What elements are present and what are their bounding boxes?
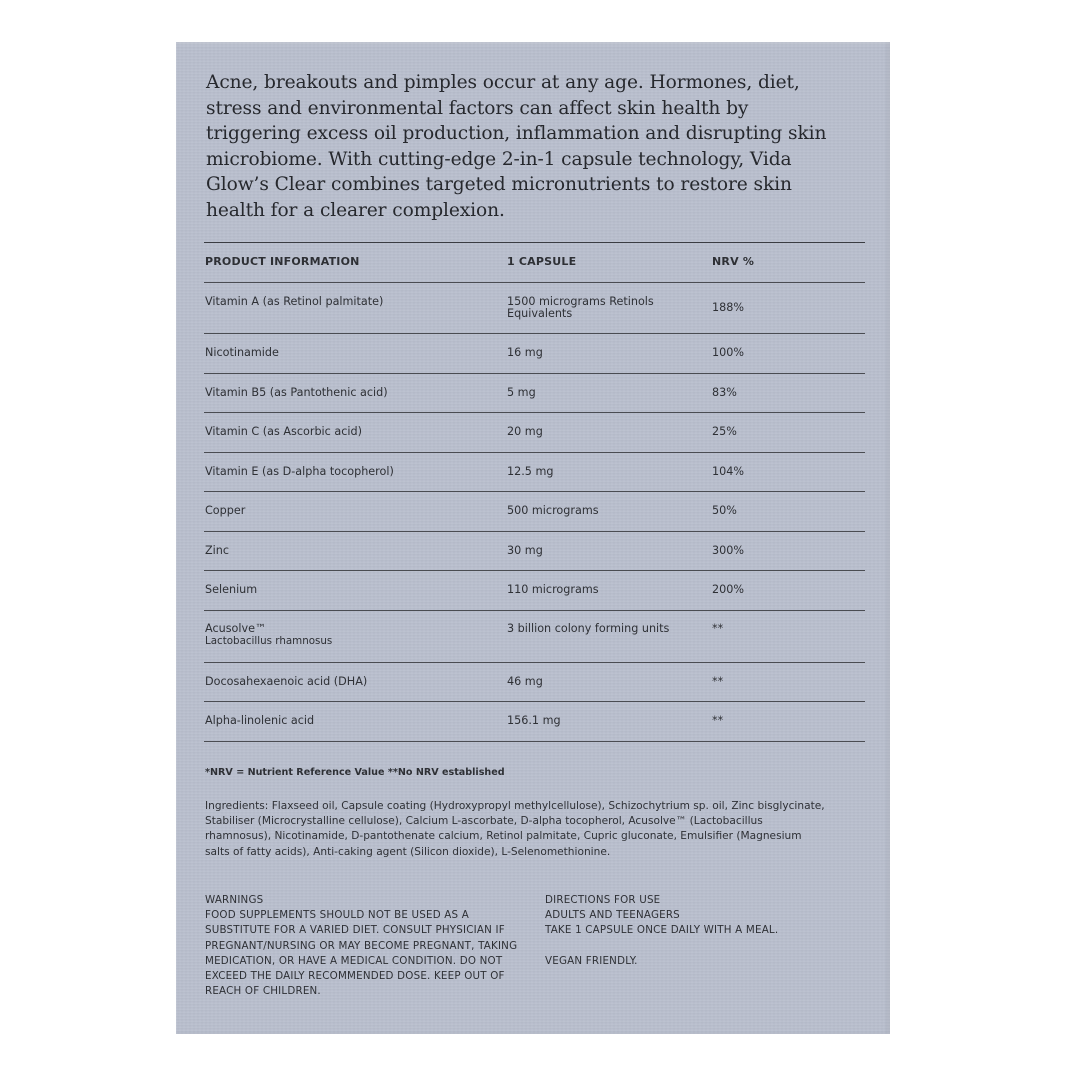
table-row bbox=[204, 374, 865, 414]
directions-audience: ADULTS AND TEENAGERS bbox=[545, 909, 680, 922]
table-row bbox=[204, 532, 865, 572]
nutrient-nrv: ** bbox=[712, 674, 724, 688]
spacer bbox=[545, 939, 865, 954]
nutrition-table bbox=[204, 242, 865, 742]
nutrient-nrv: 188% bbox=[712, 300, 744, 314]
warnings-section bbox=[205, 893, 535, 999]
table-row bbox=[204, 453, 865, 493]
nutrient-amount: 16 mg bbox=[507, 346, 543, 359]
table-row bbox=[204, 492, 865, 532]
nutrient-amount: 156.1 mg bbox=[507, 714, 561, 727]
nutrient-name: Selenium bbox=[205, 583, 258, 596]
nutrient-nrv: ** bbox=[712, 621, 724, 635]
header-nrv: NRV % bbox=[712, 255, 755, 269]
header-product-information: PRODUCT INFORMATION bbox=[205, 255, 360, 269]
nutrient-name: Vitamin C (as Ascorbic acid) bbox=[205, 425, 362, 438]
nutrient-amount: 30 mg bbox=[507, 543, 543, 557]
warnings-text: FOOD SUPPLEMENTS SHOULD NOT BE USED AS A SUBSTITUTE FOR A VARIED DIET. CONSULT PHYSICIAN IF PREGNANT/NURSING OR MAY BECOME PREGNANT, TAKING MEDICATION, OR HAVE A MEDICAL CONDITION. DO NOT EXCEED THE DAILY RECOMMENDED DOSE. KEEP OUT OF REACH OF CHILDREN. bbox=[205, 909, 518, 998]
directions-text: TAKE 1 CAPSULE ONCE DAILY WITH A MEAL. bbox=[545, 924, 779, 937]
directions-title: DIRECTIONS FOR USE bbox=[545, 894, 661, 906]
table-row bbox=[204, 413, 865, 453]
table-row bbox=[204, 571, 865, 611]
nutrient-amount: 1500 micrograms Retinols Equivalents bbox=[507, 294, 654, 320]
nutrient-name: Vitamin A (as Retinol palmitate) bbox=[205, 295, 384, 308]
nutrient-name: Vitamin E (as D-alpha tocopherol) bbox=[205, 464, 394, 478]
nutrient-amount: 3 billion colony forming units bbox=[507, 621, 670, 635]
nutrient-amount: 12.5 mg bbox=[507, 464, 554, 478]
table-row bbox=[204, 702, 865, 742]
product-box-back bbox=[176, 42, 890, 1034]
table-row bbox=[204, 663, 865, 703]
nutrient-name: Copper bbox=[205, 504, 246, 517]
nutrient-name: Docosahexaenoic acid (DHA) bbox=[205, 674, 368, 688]
ingredients-text: Ingredients: Flaxseed oil, Capsule coating (Hydroxypropyl methylcellulose), Schizochytrium sp. oil, Zinc bisglycinate, Stabiliser (Microcrystalline cellulose), Calcium L-ascorbate, D-alpha tocopherol, Acusolve™ (Lactobacillus rhamnosus), Nicotinamide, D-pantothenate calcium, Retinol palmitate, Cupric gluconate, Emulsifier (Magnesium salts of fatty acids), Anti-caking agent (Silicon dioxide), L-Selenomethionine. bbox=[205, 800, 825, 858]
nutrient-amount: 500 micrograms bbox=[507, 504, 599, 517]
nutrient-nrv: 50% bbox=[712, 504, 737, 517]
table-row bbox=[204, 611, 865, 663]
nutrient-nrv: 300% bbox=[712, 543, 744, 557]
nutrient-name: Alpha-linolenic acid bbox=[205, 714, 315, 727]
nutrient-amount: 46 mg bbox=[507, 674, 543, 688]
header-per-capsule: 1 CAPSULE bbox=[507, 255, 577, 269]
nutrient-name: Zinc bbox=[205, 543, 230, 557]
nutrient-nrv: 200% bbox=[712, 583, 744, 596]
nutrient-nrv: 104% bbox=[712, 464, 744, 478]
nrv-footnote: *NRV = Nutrient Reference Value **No NRV established bbox=[205, 767, 505, 778]
nutrient-nrv: ** bbox=[712, 714, 724, 727]
nutrient-nrv: 100% bbox=[712, 346, 744, 359]
table-row bbox=[204, 283, 865, 334]
directions-section bbox=[545, 893, 865, 969]
vegan-friendly: VEGAN FRIENDLY. bbox=[545, 954, 638, 967]
intro-paragraph: Acne, breakouts and pimples occur at any age. Hormones, diet, stress and environmental factors can affect skin health by triggering excess oil production, inflammation and disrupting skin microbiome. With cutting-edge 2-in-1 capsule technology, Vida Glow’s Clear combines targeted micronutrients to restore skin health for a clearer complexion. bbox=[206, 72, 827, 221]
table-header-row bbox=[204, 243, 865, 283]
nutrient-amount: 20 mg bbox=[507, 425, 543, 438]
nutrient-amount: 110 micrograms bbox=[507, 583, 599, 596]
nutrient-name: Acusolve™ bbox=[205, 621, 267, 635]
nutrient-name: Vitamin B5 (as Pantothenic acid) bbox=[205, 385, 388, 399]
nutrient-amount: 5 mg bbox=[507, 385, 536, 399]
warnings-title: WARNINGS bbox=[205, 894, 264, 906]
nutrient-nrv: 25% bbox=[712, 425, 737, 438]
nutrient-nrv: 83% bbox=[712, 385, 737, 399]
table-row bbox=[204, 334, 865, 374]
nutrient-subname: Lactobacillus rhamnosus bbox=[205, 635, 333, 647]
nutrient-name: Nicotinamide bbox=[205, 346, 279, 359]
